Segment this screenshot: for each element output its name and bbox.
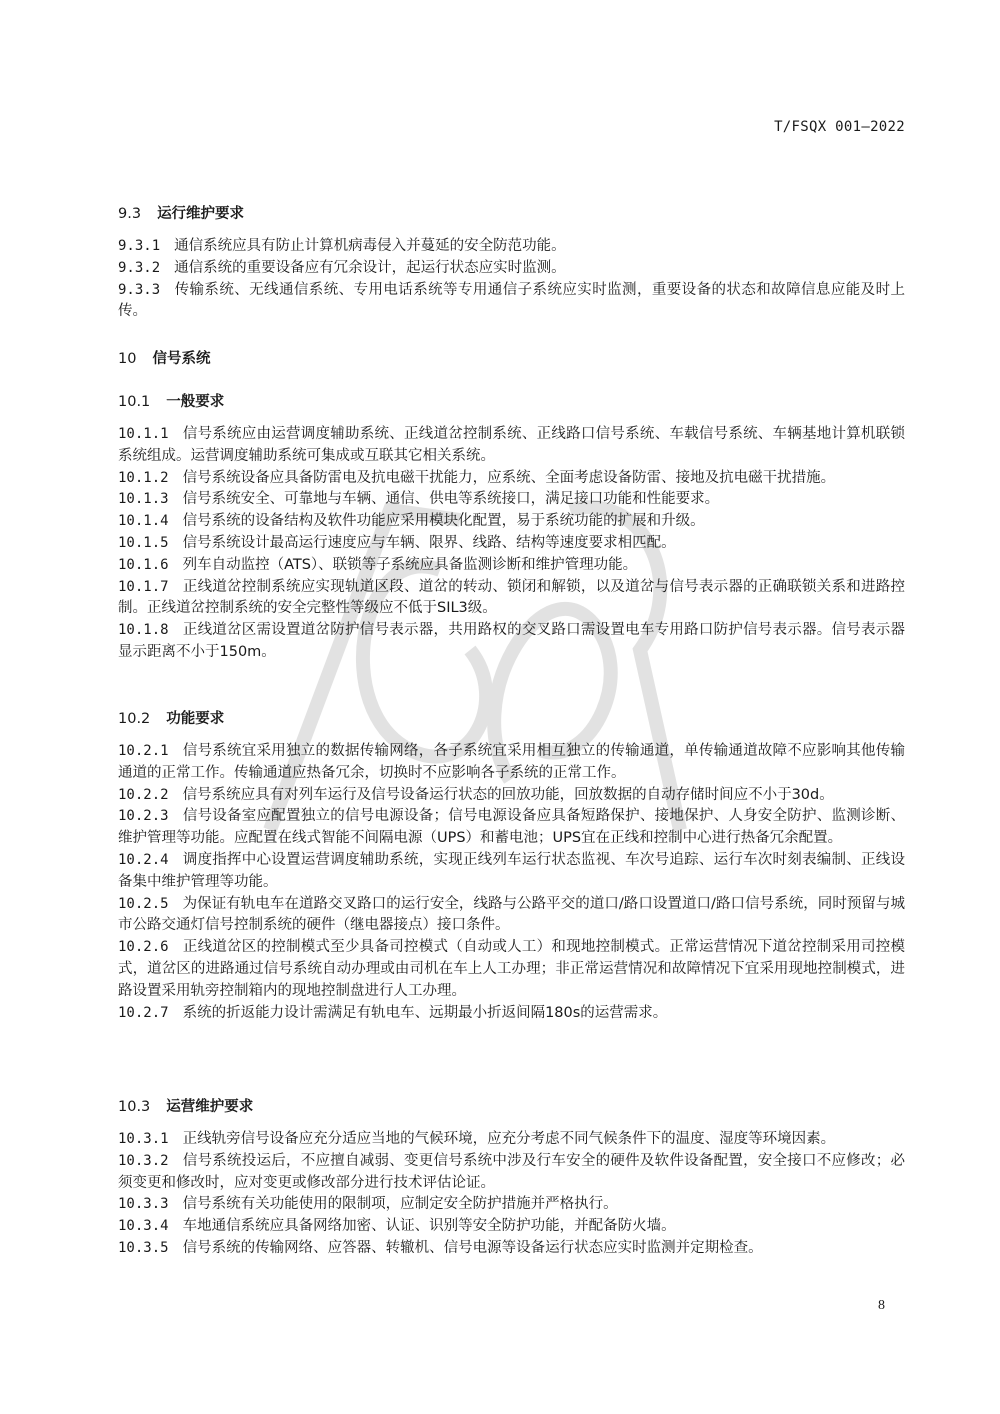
clause: 10.1.1 信号系统应由运营调度辅助系统、正线道岔控制系统、正线路口信号系统、车载信号系统、车辆基地计算机联锁系统组成。运营调度辅助系统可集成或互联其它相关系统。: [118, 426, 905, 464]
clause: 10.1.8 正线道岔区需设置道岔防护信号表示器，共用路权的交叉路口需设置电车专用路口防护信号表示器。信号表示器显示距离不小于150m。: [118, 622, 905, 660]
document-id-header: T/FSQX 001—2022: [774, 119, 905, 135]
clause: 10.2.4 调度指挥中心设置运营调度辅助系统，实现正线列车运行状态监视、车次号追踪、运行车次时刻表编制、正线设备集中维护管理等功能。: [118, 851, 905, 890]
clause: 10.1.2 信号系统设备应具备防雷电及抗电磁干扰能力，应系统、全面考虑设备防雷、接地及抗电磁干扰措施。: [118, 469, 836, 486]
clause: 10.3.1 正线轨旁信号设备应充分适应当地的气候环境，应充分考虑不同气候条件下的温度、湿度等环境因素。: [118, 1131, 836, 1147]
clause: 9.3.2 通信系统的重要设备应有冗余设计，起运行状态应实时监测。: [118, 259, 566, 276]
clause: 9.3.1 通信系统应具有防止计算机病毒侵入并蔓延的安全防范功能。: [118, 238, 566, 254]
page-number: 8: [878, 1298, 885, 1313]
clause: 10.2.5 为保证有轨电车在道路交叉路口的运行安全，线路与公路平交的道口/路口设置道口/路口信号系统，同时预留与城市公路交通灯信号控制系统的硬件（继电器接点）接口条件。: [118, 895, 905, 934]
section-10-1: [118, 392, 905, 664]
section-10-3: [118, 1097, 905, 1260]
clause: 10.1.5 信号系统设计最高运行速度应与车辆、限界、线路、结构等速度要求相匹配。: [118, 534, 676, 551]
clause: 10.3.4 车地通信系统应具备网络加密、认证、识别等安全防护功能，并配备防火墙。: [118, 1218, 676, 1235]
clause: 10.2.7 系统的折返能力设计需满足有轨电车、远期最小折返间隔180s的运营需求。: [118, 1004, 668, 1021]
clause: 10.2.1 信号系统宜采用独立的数据传输网络，各子系统宜采用相互独立的传输通道，单传输通道故障不应影响其他传输通道的正常工作。传输通道应热备冗余，切换时不应影响各子系统的正常工作。: [118, 743, 905, 781]
clause: 10.3.5 信号系统的传输网络、应答器、转辙机、信号电源等设备运行状态应实时监测并定期检查。: [118, 1239, 763, 1256]
section-9-3: [118, 204, 905, 323]
clause: 9.3.3 传输系统、无线通信系统、专用电话系统等专用通信子系统应实时监测，重要设备的状态和故障信息应能及时上传。: [118, 281, 905, 320]
chapter-10: [118, 349, 905, 369]
clause: 10.2.3 信号设备室应配置独立的信号电源设备；信号电源设备应具备短路保护、接地保护、人身安全防护、监测诊断、维护管理等功能。应配置在线式智能不间隔电源（UPS）和蓄电池；UPS宜在正线和控制中心进行热备冗余配置。: [118, 808, 905, 847]
clause: 10.1.7 正线道岔控制系统应实现轨道区段、道岔的转动、锁闭和解锁，以及道岔与信号表示器的正确联锁关系和进路控制。正线道岔控制系统的安全完整性等级应不低于SIL3级。: [118, 578, 905, 617]
chapter-heading: 10 信号系统: [118, 351, 211, 367]
clause: 10.3.3 信号系统有关功能使用的限制项，应制定安全防护措施并严格执行。: [118, 1196, 618, 1213]
section-10-2: [118, 709, 905, 1024]
section-heading: 10.3 运营维护要求: [118, 1099, 254, 1115]
clause: 10.1.3 信号系统安全、可靠地与车辆、通信、供电等系统接口，满足接口功能和性能要求。: [118, 491, 720, 508]
clause: 10.2.6 正线道岔区的控制模式至少具备司控模式（自动或人工）和现地控制模式。正常运营情况下道岔控制采用司控模式，道岔区的进路通过信号系统自动办理或由司机在车上人工办理；非正常运营情况和故障情况下宜采用现地控制模式，进路设置采用轨旁控制箱内的现地控制盘进行人工办理。: [118, 939, 905, 999]
clause: 10.1.4 信号系统的设备结构及软件功能应采用模块化配置，易于系统功能的扩展和升级。: [118, 513, 705, 530]
clause: 10.3.2 信号系统投运后，不应擅自减弱、变更信号系统中涉及行车安全的硬件及软件设备配置，安全接口不应修改；必须变更和修改时，应对变更或修改部分进行技术评估论证。: [118, 1152, 905, 1191]
section-heading: 10.2 功能要求: [118, 711, 225, 727]
section-heading: 9.3 运行维护要求: [118, 206, 245, 222]
section-heading: 10.1 一般要求: [118, 394, 225, 410]
clause: 10.1.6 列车自动监控（ATS）、联锁等子系统应具备监测诊断和维护管理功能。: [118, 556, 638, 573]
clause: 10.2.2 信号系统应具有对列车运行及信号设备运行状态的回放功能，回放数据的自动存储时间应不小于30d。: [118, 786, 834, 803]
